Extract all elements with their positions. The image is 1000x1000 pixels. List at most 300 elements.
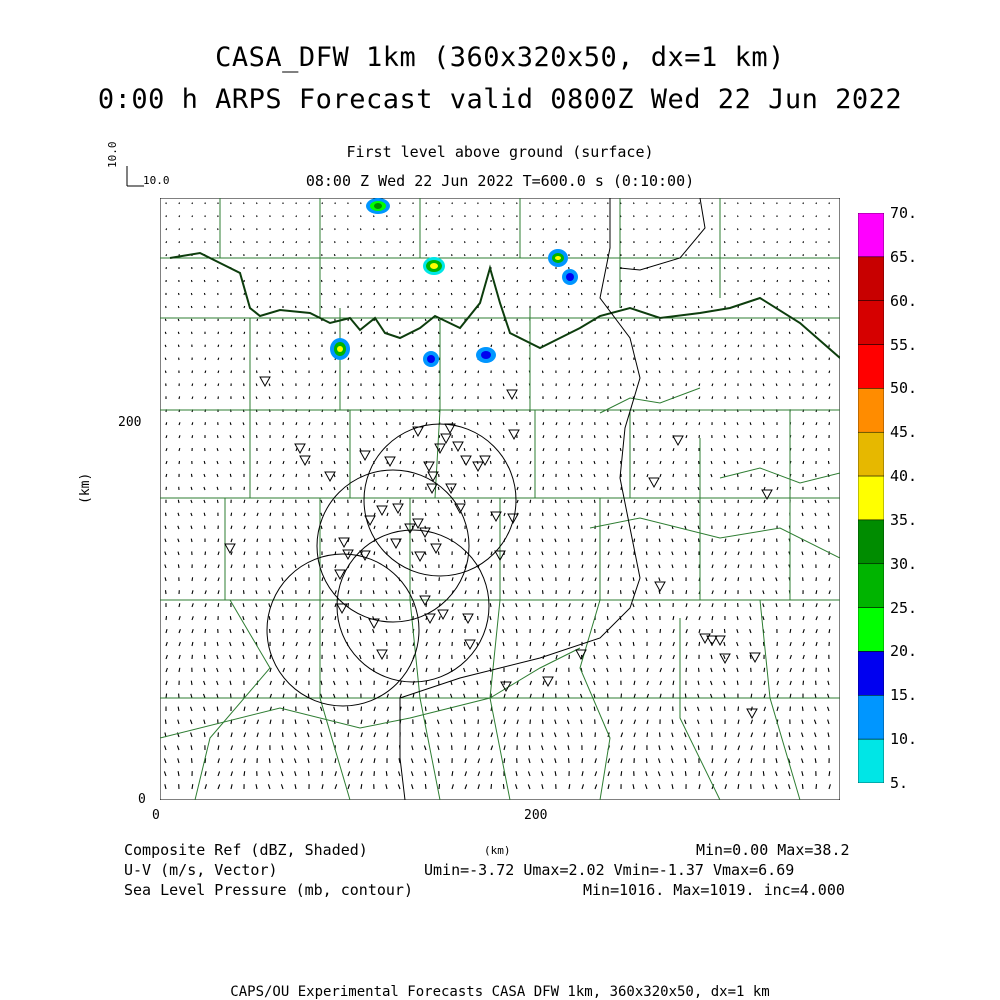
wind-vector xyxy=(308,332,309,334)
wind-vector xyxy=(633,577,634,581)
wind-vector xyxy=(725,358,726,360)
wind-vector xyxy=(777,267,778,269)
wind-vector xyxy=(556,228,557,230)
wind-vector xyxy=(361,345,362,347)
wind-vector xyxy=(750,435,751,438)
wind-vector xyxy=(685,771,686,776)
wind-vector xyxy=(322,422,323,425)
wind-vector xyxy=(348,371,349,373)
wind-vector xyxy=(191,319,192,321)
wind-vector xyxy=(686,668,687,672)
wind-vector xyxy=(192,203,193,204)
wind-vector xyxy=(309,203,310,204)
wind-vector xyxy=(322,384,323,387)
wind-vector xyxy=(724,629,725,633)
wind-vector xyxy=(816,384,817,387)
wind-vector xyxy=(555,332,556,334)
wind-vector xyxy=(348,332,349,334)
wind-vector xyxy=(725,422,726,425)
wind-vector xyxy=(205,655,206,659)
wind-vector xyxy=(555,319,556,321)
wind-vector xyxy=(699,422,700,425)
colorbar-cell xyxy=(858,651,884,695)
wind-vector xyxy=(764,293,765,295)
wind-vector xyxy=(256,384,257,387)
wind-vector xyxy=(322,371,323,373)
wind-vector xyxy=(425,345,426,347)
wind-vector xyxy=(530,435,531,438)
wind-vector xyxy=(608,694,609,698)
colorbar-cell xyxy=(858,608,884,652)
wind-vector xyxy=(387,293,388,295)
wind-vector xyxy=(776,384,777,387)
wind-vector xyxy=(712,552,713,556)
y-axis-label: (km) xyxy=(78,472,93,504)
colorbar-label: 70. xyxy=(890,204,918,222)
colorbar-cell xyxy=(858,564,884,608)
wind-vector xyxy=(556,203,557,205)
wind-vector xyxy=(387,280,388,282)
wind-vector xyxy=(231,254,232,256)
wind-vector xyxy=(672,319,673,321)
forecast-map xyxy=(160,198,840,800)
wind-vector xyxy=(282,345,283,347)
wind-vector xyxy=(595,332,596,334)
wind-vector xyxy=(361,577,362,581)
wind-vector xyxy=(530,448,531,451)
wind-vector xyxy=(205,306,206,308)
wind-vector xyxy=(738,216,739,218)
wind-vector xyxy=(621,345,622,347)
title-line-2: 0:00 h ARPS Forecast valid 0800Z Wed 22 Jun 2022 xyxy=(97,84,903,115)
wind-vector xyxy=(634,306,635,308)
wind-vector xyxy=(465,539,466,543)
wind-vector xyxy=(270,655,271,659)
wind-vector xyxy=(790,319,791,321)
wind-vector xyxy=(711,655,712,659)
wind-vector xyxy=(425,306,426,308)
wind-vector xyxy=(516,371,517,373)
wind-vector xyxy=(477,422,478,425)
wind-vector xyxy=(751,216,752,218)
wind-vector xyxy=(725,526,726,529)
wind-vector xyxy=(230,616,231,620)
wind-vector xyxy=(400,500,401,503)
wind-vector xyxy=(776,552,777,556)
wind-vector xyxy=(295,577,296,581)
wind-vector xyxy=(491,345,492,347)
wind-vector xyxy=(556,461,557,464)
wind-vector xyxy=(660,267,661,269)
wind-vector xyxy=(790,254,791,256)
colorbar-label: 65. xyxy=(890,247,918,266)
wind-vector xyxy=(322,203,323,205)
field-uv: U-V (m/s, Vector) xyxy=(124,861,278,879)
wind-vector xyxy=(504,203,505,204)
wind-vector xyxy=(685,306,686,308)
wind-vector xyxy=(218,345,219,347)
wind-vector xyxy=(516,564,517,568)
wind-vector xyxy=(569,422,570,425)
wind-vector xyxy=(608,577,609,581)
wind-vector xyxy=(634,293,635,295)
wind-vector xyxy=(686,345,687,347)
wind-vector xyxy=(581,280,582,282)
colorbar-label: 55. xyxy=(890,335,918,354)
wind-vector xyxy=(543,590,544,594)
wind-vector xyxy=(595,280,596,282)
wind-vector xyxy=(464,280,465,282)
wind-vector xyxy=(165,371,166,373)
wind-vector xyxy=(529,539,530,542)
wind-vector xyxy=(321,280,322,282)
wind-vector xyxy=(244,771,245,776)
wind-vector xyxy=(348,358,349,360)
wind-vector xyxy=(802,564,803,568)
wind-vector xyxy=(166,513,167,516)
wind-vector xyxy=(400,293,401,295)
wind-vector xyxy=(621,293,622,295)
wind-vector xyxy=(712,396,713,399)
wind-vector xyxy=(270,513,271,516)
wind-vector xyxy=(361,358,362,360)
wind-vector xyxy=(711,254,712,256)
wind-vector xyxy=(400,513,401,516)
wind-vector xyxy=(282,358,283,360)
wind-vector xyxy=(451,306,452,308)
wind-vector xyxy=(660,487,661,490)
wind-vector xyxy=(621,500,622,503)
wind-vector xyxy=(295,358,296,360)
wind-vector xyxy=(621,332,622,334)
wind-vector xyxy=(296,306,297,308)
wind-vector xyxy=(309,228,310,230)
wind-vector xyxy=(348,526,349,529)
wind-vector xyxy=(218,332,219,334)
wind-vector xyxy=(451,280,452,282)
wind-vector xyxy=(399,396,400,399)
x-axis-label: (km) xyxy=(484,844,511,857)
wind-vector xyxy=(672,577,673,581)
wind-vector xyxy=(659,539,660,542)
wind-vector xyxy=(660,707,661,711)
wind-vector xyxy=(218,371,219,373)
wind-vector xyxy=(699,642,700,646)
wind-vector xyxy=(776,616,777,620)
wind-vector xyxy=(686,216,687,218)
wind-vector xyxy=(296,228,297,230)
wind-vector xyxy=(491,396,492,399)
wind-vector xyxy=(828,280,829,282)
wind-vector xyxy=(282,384,283,387)
wind-vector xyxy=(699,371,700,373)
wind-vector xyxy=(698,474,699,477)
wind-vector xyxy=(790,241,791,243)
wind-vector xyxy=(686,383,687,386)
wind-vector xyxy=(413,254,414,256)
wind-vector xyxy=(634,280,635,282)
wind-vector xyxy=(426,228,427,230)
wind-vector xyxy=(646,397,647,400)
wind-vector xyxy=(178,332,179,334)
wind-vector xyxy=(829,358,830,360)
wind-vector xyxy=(166,474,167,477)
wind-vector xyxy=(464,500,465,503)
wind-vector xyxy=(413,267,414,269)
wind-vector xyxy=(465,241,466,243)
wind-vector xyxy=(283,241,284,243)
wind-vector xyxy=(491,784,492,789)
wind-vector xyxy=(556,603,557,607)
wind-vector xyxy=(282,603,283,607)
wind-vector xyxy=(503,435,504,438)
wind-vector xyxy=(400,280,401,282)
wind-vector xyxy=(686,396,687,399)
wind-vector xyxy=(361,474,362,477)
wind-vector xyxy=(374,306,375,308)
colorbar-label: 60. xyxy=(890,291,918,310)
wind-vector xyxy=(308,771,309,776)
colorbar-label: 45. xyxy=(890,423,918,442)
wind-vector xyxy=(751,319,752,321)
wind-vector xyxy=(451,267,452,269)
wind-vector xyxy=(192,216,193,218)
wind-vector xyxy=(790,384,791,387)
wind-vector xyxy=(555,345,556,347)
wind-vector xyxy=(803,603,804,607)
wind-vector xyxy=(322,668,323,672)
field-composite-ref-stats: Min=0.00 Max=38.2 xyxy=(696,841,850,859)
wind-vector xyxy=(711,293,712,295)
wind-vector xyxy=(607,241,608,243)
wind-vector xyxy=(790,267,791,269)
wind-vector xyxy=(218,384,219,387)
wind-vector xyxy=(321,293,322,295)
wind-vector xyxy=(165,358,166,360)
wind-vector xyxy=(802,332,803,334)
wind-vector xyxy=(816,203,817,204)
wind-vector xyxy=(373,655,374,659)
wind-vector xyxy=(698,280,699,282)
wind-vector xyxy=(204,293,205,295)
wind-vector xyxy=(465,745,466,750)
wind-vector xyxy=(361,707,362,712)
wind-vector xyxy=(386,371,387,373)
wind-vector xyxy=(204,267,205,269)
wind-vector xyxy=(491,564,492,568)
wind-vector xyxy=(244,306,245,308)
wind-vector xyxy=(205,629,206,633)
wind-vector xyxy=(776,358,777,360)
wind-vector xyxy=(334,254,335,256)
wind-vector xyxy=(243,668,244,672)
wind-vector xyxy=(478,332,479,334)
wind-vector xyxy=(725,732,726,737)
wind-vector xyxy=(803,358,804,360)
wind-vector xyxy=(647,280,648,282)
wind-vector xyxy=(452,358,453,360)
wind-vector xyxy=(634,371,635,374)
wind-vector xyxy=(789,371,790,373)
wind-vector xyxy=(764,526,765,529)
wind-vector xyxy=(582,552,583,556)
colorbar-label: 35. xyxy=(890,510,918,529)
wind-vector xyxy=(542,371,543,373)
wind-vector xyxy=(738,345,739,347)
wind-vector xyxy=(283,487,284,490)
wind-vector xyxy=(738,513,739,516)
wind-vector xyxy=(621,694,622,698)
wind-vector xyxy=(374,332,375,334)
wind-vector xyxy=(517,461,518,464)
wind-vector xyxy=(646,358,647,360)
field-slp-stats: Min=1016. Max=1019. inc=4.000 xyxy=(583,881,845,899)
wind-vector xyxy=(166,228,167,230)
reflectivity-colorbar xyxy=(858,213,884,783)
wind-vector xyxy=(633,422,634,425)
wind-vector xyxy=(504,577,505,581)
wind-vector xyxy=(205,358,206,360)
wind-vector xyxy=(257,435,258,438)
colorbar-cell xyxy=(858,520,884,564)
wind-vector xyxy=(425,319,426,321)
wind-vector xyxy=(204,461,205,464)
vector-key-vertical-label: 10.0 xyxy=(106,141,119,168)
wind-vector xyxy=(764,461,765,464)
colorbar-label: 5. xyxy=(890,774,909,792)
wind-vector xyxy=(217,500,218,503)
wind-vector xyxy=(257,306,258,308)
wind-vector xyxy=(751,384,752,387)
wind-vector xyxy=(321,306,322,308)
wind-vector xyxy=(816,216,817,218)
wind-vector xyxy=(582,629,583,633)
wind-vector xyxy=(465,384,466,387)
wind-vector xyxy=(582,306,583,308)
wind-vector xyxy=(217,254,218,256)
wind-vector xyxy=(192,577,193,581)
wind-vector xyxy=(243,448,244,451)
wind-vector xyxy=(374,552,375,556)
wind-vector xyxy=(244,228,245,230)
wind-vector xyxy=(712,616,713,620)
wind-vector xyxy=(673,474,674,477)
wind-vector xyxy=(569,371,570,374)
wind-vector xyxy=(737,461,738,464)
title-line-1: CASA_DFW 1km (360x320x50, dx=1 km) xyxy=(215,42,785,73)
wind-vector xyxy=(464,254,465,256)
wind-vector xyxy=(816,435,817,438)
wind-vector xyxy=(465,293,466,295)
wind-vector xyxy=(504,280,505,282)
wind-vector xyxy=(543,474,544,477)
wind-vector xyxy=(595,384,596,387)
colorbar-label: 40. xyxy=(890,467,918,486)
wind-vector xyxy=(738,332,739,334)
wind-vector xyxy=(322,771,323,776)
wind-vector xyxy=(438,552,439,556)
wind-vector xyxy=(309,396,310,399)
wind-vector xyxy=(764,203,765,205)
wind-vector xyxy=(711,267,712,269)
wind-vector xyxy=(244,293,245,295)
wind-vector xyxy=(296,241,297,243)
wind-vector xyxy=(659,603,660,607)
wind-vector xyxy=(646,371,647,373)
wind-vector xyxy=(530,500,531,503)
wind-vector xyxy=(270,448,271,451)
wind-vector xyxy=(256,577,257,581)
wind-vector xyxy=(269,758,270,763)
wind-vector xyxy=(608,319,609,321)
colorbar-label: 50. xyxy=(890,379,918,398)
wind-vector xyxy=(166,254,167,256)
wind-vector xyxy=(218,241,219,243)
wind-vector xyxy=(595,241,596,243)
wind-vector xyxy=(816,655,817,659)
wind-vector xyxy=(295,319,296,321)
wind-vector xyxy=(816,448,817,451)
wind-vector xyxy=(439,216,440,218)
credit-line: CAPS/OU Experimental Forecasts CASA DFW 1km, 360x320x50, dx=1 km xyxy=(230,984,770,1000)
wind-vector xyxy=(516,629,517,633)
wind-vector xyxy=(699,319,700,321)
wind-vector xyxy=(621,564,622,568)
wind-vector xyxy=(608,720,609,725)
wind-vector xyxy=(582,371,583,373)
wind-vector xyxy=(543,694,544,698)
wind-vector xyxy=(295,332,296,334)
wind-vector xyxy=(763,371,764,373)
wind-vector xyxy=(543,513,544,516)
wind-vector xyxy=(478,228,479,230)
wind-vector xyxy=(400,254,401,256)
wind-vector xyxy=(608,254,609,256)
wind-vector xyxy=(608,513,609,516)
wind-vector xyxy=(750,590,751,594)
wind-vector xyxy=(764,745,765,750)
wind-vector xyxy=(413,422,414,425)
wind-vector xyxy=(413,319,414,321)
wind-vector xyxy=(360,681,361,685)
colorbar-cell xyxy=(858,301,884,345)
wind-vector xyxy=(257,280,258,282)
wind-vector xyxy=(725,707,726,712)
wind-vector xyxy=(504,332,505,334)
wind-vector xyxy=(373,590,374,594)
wind-vector xyxy=(543,228,544,230)
wind-vector xyxy=(543,254,544,256)
wind-vector xyxy=(413,241,414,243)
colorbar-label: 25. xyxy=(890,598,918,617)
wind-vector xyxy=(647,448,648,451)
wind-vector xyxy=(230,228,231,230)
wind-vector xyxy=(802,707,803,711)
wind-vector xyxy=(256,422,257,425)
wind-vector xyxy=(257,293,258,295)
wind-vector xyxy=(751,448,752,451)
wind-vector xyxy=(217,642,218,646)
wind-vector xyxy=(647,655,648,659)
wind-vector xyxy=(452,629,453,633)
wind-vector xyxy=(204,513,205,516)
wind-vector xyxy=(621,319,622,321)
wind-vector xyxy=(659,371,660,373)
wind-vector xyxy=(815,293,816,295)
wind-vector xyxy=(777,448,778,451)
wind-vector xyxy=(205,371,206,373)
wind-vector xyxy=(439,435,440,438)
